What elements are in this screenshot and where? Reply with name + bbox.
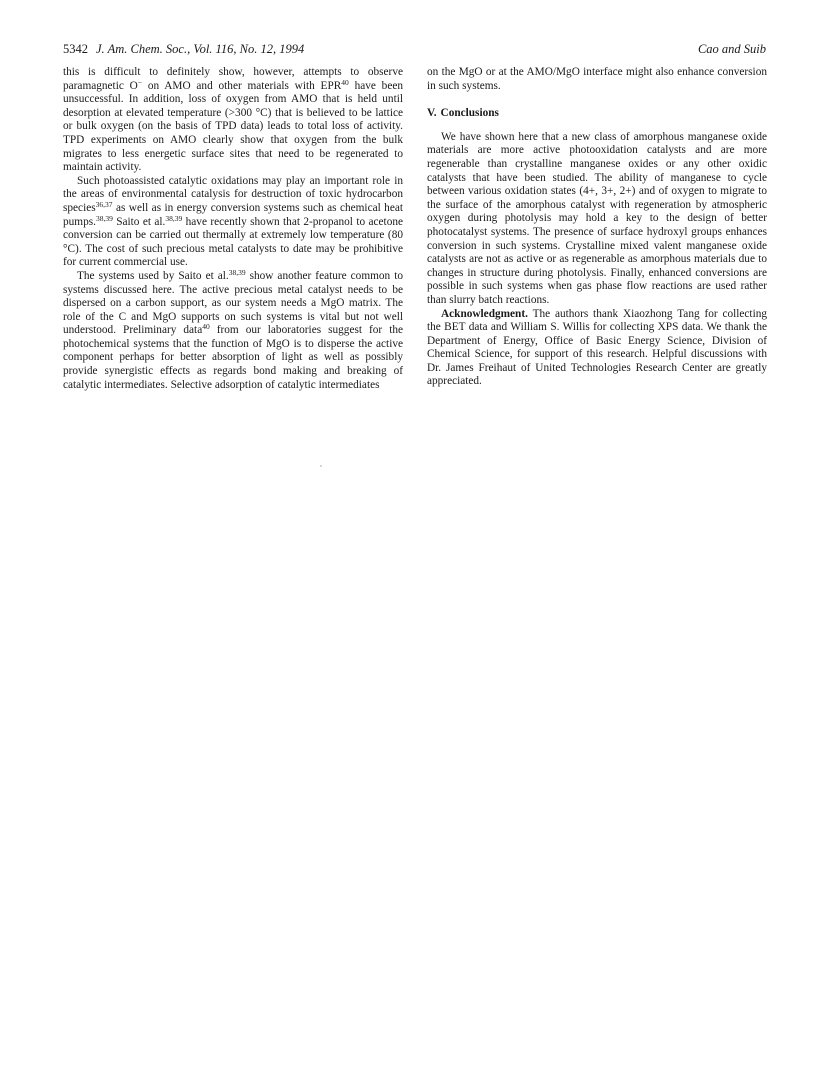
reference-superscript: 36,37: [95, 199, 113, 209]
journal-citation: J. Am. Chem. Soc., Vol. 116, No. 12, 1994: [96, 42, 305, 56]
paragraph-saito-systems: [63, 267, 404, 392]
paragraph-acknowledgment: [427, 308, 767, 390]
reference-superscript: 38,39: [165, 213, 183, 223]
scan-speck: [320, 465, 322, 467]
running-head: [63, 42, 766, 62]
reference-superscript: 38,39: [228, 267, 246, 277]
text-run: Such photoassisted catalytic oxidations may play an important role in the areas of environmental catalysis for destruction of toxic hydrocarbon species: [63, 174, 403, 214]
acknowledgment-text: The authors thank Xiaozhong Tang for collecting the BET data and William S. Willis for collecting XPS data. We thank the Department of Energy, Office of Basic Energy Science, Division of Chemical Science, for support of this research. Helpful discussions with Dr. James Freihaut of United Technologies Research Center are greatly appreciated.: [427, 307, 767, 388]
text-run: as well as in energy conversion systems such as chemical heat pumps.: [63, 201, 403, 228]
section-number: V.: [427, 107, 437, 120]
reference-superscript: 40: [341, 77, 349, 87]
text-run: Saito et al.: [112, 215, 166, 228]
running-head-left: [63, 42, 304, 57]
superscript: −: [137, 77, 143, 87]
section-title: Conclusions: [440, 107, 499, 120]
page-number: 5342: [63, 42, 88, 56]
left-column: [63, 66, 403, 392]
section-heading-conclusions: [427, 107, 767, 121]
text-run: have recently shown that 2-propanol to acetone conversion can be carried out thermally at extremely low temperature (80 °C). The cost of such precious metal catalysts to date may be prohibitive for current commercial use.: [63, 215, 404, 269]
text-run: on AMO and other materials with EPR: [142, 79, 342, 92]
text-run: The systems used by Saito et al.: [77, 269, 229, 282]
running-head-authors: Cao and Suib: [697, 42, 766, 56]
paragraph-continuation: on the MgO or at the AMO/MgO interface might also enhance conversion in such systems.: [427, 66, 767, 92]
text-run: this is difficult to definitely show, however, attempts to observe paramagnetic O: [63, 66, 403, 92]
reference-superscript: 38,39: [95, 213, 113, 223]
right-column: [427, 66, 767, 389]
acknowledgment-label: Acknowledgment.: [441, 307, 528, 320]
paragraph-photoassisted-oxidations: [63, 175, 403, 270]
paragraph-continued: [63, 66, 403, 175]
text-run: show another feature common to systems discussed here. The active precious metal catalyst needs to be dispersed on a carbon support, as our system needs a MgO matrix. The role of the C and MgO supports on such systems is vital but not well understood. Preliminary data: [63, 269, 403, 337]
reference-superscript: 40: [202, 322, 210, 332]
text-run: from our laboratories suggest for the photochemical systems that the function of MgO is to disperse the active component perhaps for better absorption of light as well as possibly provide synergistic effects as regards bond making and breaking of catalytic intermediates. Selective adsorption of catalytic intermediates: [63, 324, 404, 391]
paragraph-conclusions: We have shown here that a new class of amorphous manganese oxide materials are more active photooxidation catalysts and are more regenerable than crystalline manganese oxides or any other oxidic catalysts that have been studied. The ability of manganese to cycle between various oxidation states (4+, 3+, 2+) and of oxygen to migrate to the surface of the amorphous catalyst with regeneration by atmospheric oxygen during photolysis may hold a key to the design of better photocatalyst systems. The presence of surface hydroxyl groups enhances conversion in such systems. Crystalline mixed valent manganese oxide catalysts are not as active or as regenerable as amorphous materials due to changes in structure during photolysis. Finally, enhanced conversions are possible in such systems when gas phase flow reactions are used rather than slurry batch reactions.: [427, 130, 767, 306]
text-run: have been unsuccessful. In addition, loss of oxygen from AMO that is held until desorption at elevated temperature (>300 °C) that is believed to be lattice or bulk oxygen (on the basis of TPD data) leads to total loss of activity. TPD experiments on AMO clearly show that oxygen from the bulk migrates to less energetic surface sites that need to be regenerated to maintain activity.: [63, 79, 403, 174]
